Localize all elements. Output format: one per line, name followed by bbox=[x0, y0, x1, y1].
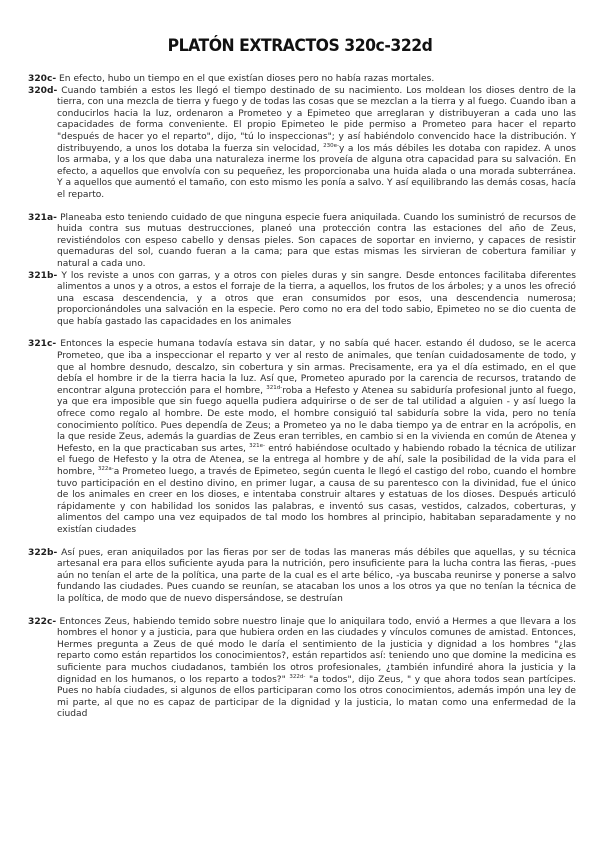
paragraph-text: Y los reviste a unos con garras, y a otros con pieles duras y sin sangre. Desde entonces facilitaba diferentes alimentos a unos y a otros, a estos el forraje de la tierra, a aquellos, los frutos de los árboles; y a unos les ofreció una escasa descendencia, y a otros que eran consumidos por esos, una descendencia numerosa; proporcionándoles una salvación en la especie. Pero como no era del todo sabio, Epimeteo no se dio cuenta de que había gastado las capacidades en los animales bbox=[57, 270, 576, 327]
inline-section-marker: 322a- bbox=[97, 466, 114, 472]
paragraph-text: Entonces la especie humana todavía estava sin datar, y no sabía qué hacer. estando él dudoso, se le acerca Prometeo, que iba a inspeccionar el reparto y ver al resto de animales, que tenían cuidadosamente de todo, y que al hombre desnudo, descalzo, sin cobertura y sin armas. Precisamente, era ya el día estimado, en el que debía el hombre ir de la tierra hacia la luz. Así que, Prometeo apurado por la carencia de recursos, tratando de encontrar alguna protección para el hombre, bbox=[56, 339, 576, 396]
section-reference: 320c- bbox=[28, 74, 57, 84]
section-reference: 322b- bbox=[28, 547, 58, 558]
paragraph-text: a Prometeo luego, a través de Epimeteo, según cuenta le llegó el castigo del robo, cuando el hombre tuvo participación en el destino divino, en primer lugar, a causa de su parentesco con la divinidad, fue el único de los animales en creer en los dioses, e intentaba construir altares y estatuas de los dioses. Después articuló rápidamente y con habilidad los sonidos las palabras, e inventó sus casas, vestidos, calzados, coberturas, y alimentos del campo una vez equipados de tal modo los hombres al principio, habitaban separadamente y no existían ciudades bbox=[57, 467, 576, 535]
section-reference: 320d- bbox=[28, 85, 58, 96]
paragraph-text: Planeaba esto teniendo cuidado de que ninguna especie fuera aniquilada. Cuando los suministró de recursos de huida contra sus mutuas destrucciones, planeó una protección contra las estaciones del año de Zeus, revistiéndolos con espeso cabello y densas pieles. Son capaces de soportar en invierno, y capaces de resistir quemaduras del sol, cuando fueran a la cama; para que estas mismas les sirvieran de cobertura familiar y natural a cada uno. bbox=[56, 212, 576, 269]
section-reference: 321a- bbox=[28, 212, 57, 223]
paragraph-320d bbox=[28, 86, 576, 202]
inline-section-marker: 230e- bbox=[323, 142, 339, 149]
paragraph-322c bbox=[28, 617, 576, 721]
section-reference: 321b- bbox=[28, 270, 58, 281]
paragraph-text: Entonces Zeus, habiendo temido sobre nuestro linaje que lo aniquilara todo, envió a Hermes a que llevara a los hombres el honor y a justicia, para que hubiera orden en las ciudades y vínculos comunes de amistad. Entonces, Hermes pregunta a Zeus de qué modo le daría el sentimiento de la justicia y dignidad a los hombres "¿las reparto como están repartidos los conocimientos?, están repartidos así: teniendo uno que domine la medicina es suficiente para muchos ciudadanos, también los otros profesionales, ¿también infundiré ahora la justicia y la dignidad en los humanos, o los reparto a todos?" bbox=[56, 616, 576, 685]
document-title: PLATÓN EXTRACTOS 320c-322d bbox=[167, 36, 433, 56]
document-body bbox=[28, 74, 576, 721]
inline-section-marker: 321e- bbox=[249, 442, 266, 449]
paragraph-320c bbox=[28, 74, 576, 86]
paragraph-text: roba a Hefesto y Atenea su sabiduría profesional junto al fuego, ya que era imposible que sin fuego aquella pudiera adquirirse o de ser de tal utilidad a alguien - y así luego la ofrece como regalo al hombre. De este modo, el hombre consiguió tal sabiduría sobre la vida, pero no tenía conocimiento político. Pues dependía de Zeus; a Prometeo ya no le daba tiempo ya de entrar en la acrópolis, en la que reside Zeus, además la guardias de Zeus eran terribles, en cambio si en la vivienda en común de Atenea y Hefesto, en la que practicaban sus artes, bbox=[57, 385, 576, 454]
paragraph-text: Cuando también a estos les llegó el tiempo destinado de su nacimiento. Los moldean los dioses dentro de la tierra, con una mezcla de tierra y fuego y de todas las cosas que se mezclan a la tierra y al fuego. Cuando iban a conducirlos hacia la luz, ordenaron a Prometeo y a Epimeteo que arreglaran y distribuyeran a cada uno las capacidades de forma conveniente. El propio Epimeteo le pide permiso a Prometeo para hacer el reparto "después de hacer yo el reparto", dijo, "tú lo inspeccionas"; y así habiéndolo convencido hace la distribución. Y distribuyendo, a unos los dotaba la fuerza sin velocidad, bbox=[57, 85, 576, 154]
inline-section-marker: 321d- bbox=[266, 384, 283, 391]
paragraph-321c bbox=[28, 339, 576, 536]
paragraph-text: Así pues, eran aniquilados por las fieras por ser de todas las maneras más débiles que aquellas, y su técnica artesanal era para ellos suficiente ayuda para la nutrición, pero insuficiente para la lucha contra las fieras, -pues aún no tenían el arte de la política, una parte de la cual es el arte bélico, -ya buscaba reunirse y ponerse a salvo fundando las ciudades. Pues cuando se reunían, se atacaban los unos a los otros ya que no tenían la técnica de la política, de modo que de nuevo dispersándose, se destruían bbox=[57, 547, 576, 604]
paragraph-321b bbox=[28, 271, 576, 329]
paragraph-text: "a todos", dijo Zeus, " y que ahora todos sean partícipes. Pues no había ciudades, si algunos de ellos participaran como los otros conocimientos, además impón una ley de mi parte, al que no es capaz de participar de la dignidad y la justicia, lo matan como una enfermedad de la ciudad bbox=[57, 674, 576, 720]
paragraph-text: entró habiéndose ocultado y habiendo robado la técnica de utilizar el fuego de Hefesto y la otra de Atenea, se la entrega al hombre y de ahí, sale la posibilidad de la vida para el hombre, bbox=[57, 443, 576, 477]
paragraph-text: y a los más débiles les dotaba con rapidez. A unos los armaba, y a los que daba una naturaleza inerme los proveía de alguna otra capacidad para su salvación. En efecto, a aquellos que envolvía con su pequeñez, les proporcionaba una huida alada o una morada subterránea. Y a aquellos que aumentó el tamaño, con esto mismo les ponía a salvo. Y así equilibrando las demás cosas, hacía el reparto. bbox=[57, 143, 576, 200]
inline-section-marker: 322d- bbox=[289, 673, 306, 680]
section-reference: 322c- bbox=[28, 616, 57, 627]
section-reference: 321c- bbox=[28, 339, 57, 350]
paragraph-322b bbox=[28, 548, 576, 606]
paragraph-321a bbox=[28, 213, 576, 271]
paragraph-text: En efecto, hubo un tiempo en el que existían dioses pero no había razas mortales. bbox=[56, 74, 435, 84]
